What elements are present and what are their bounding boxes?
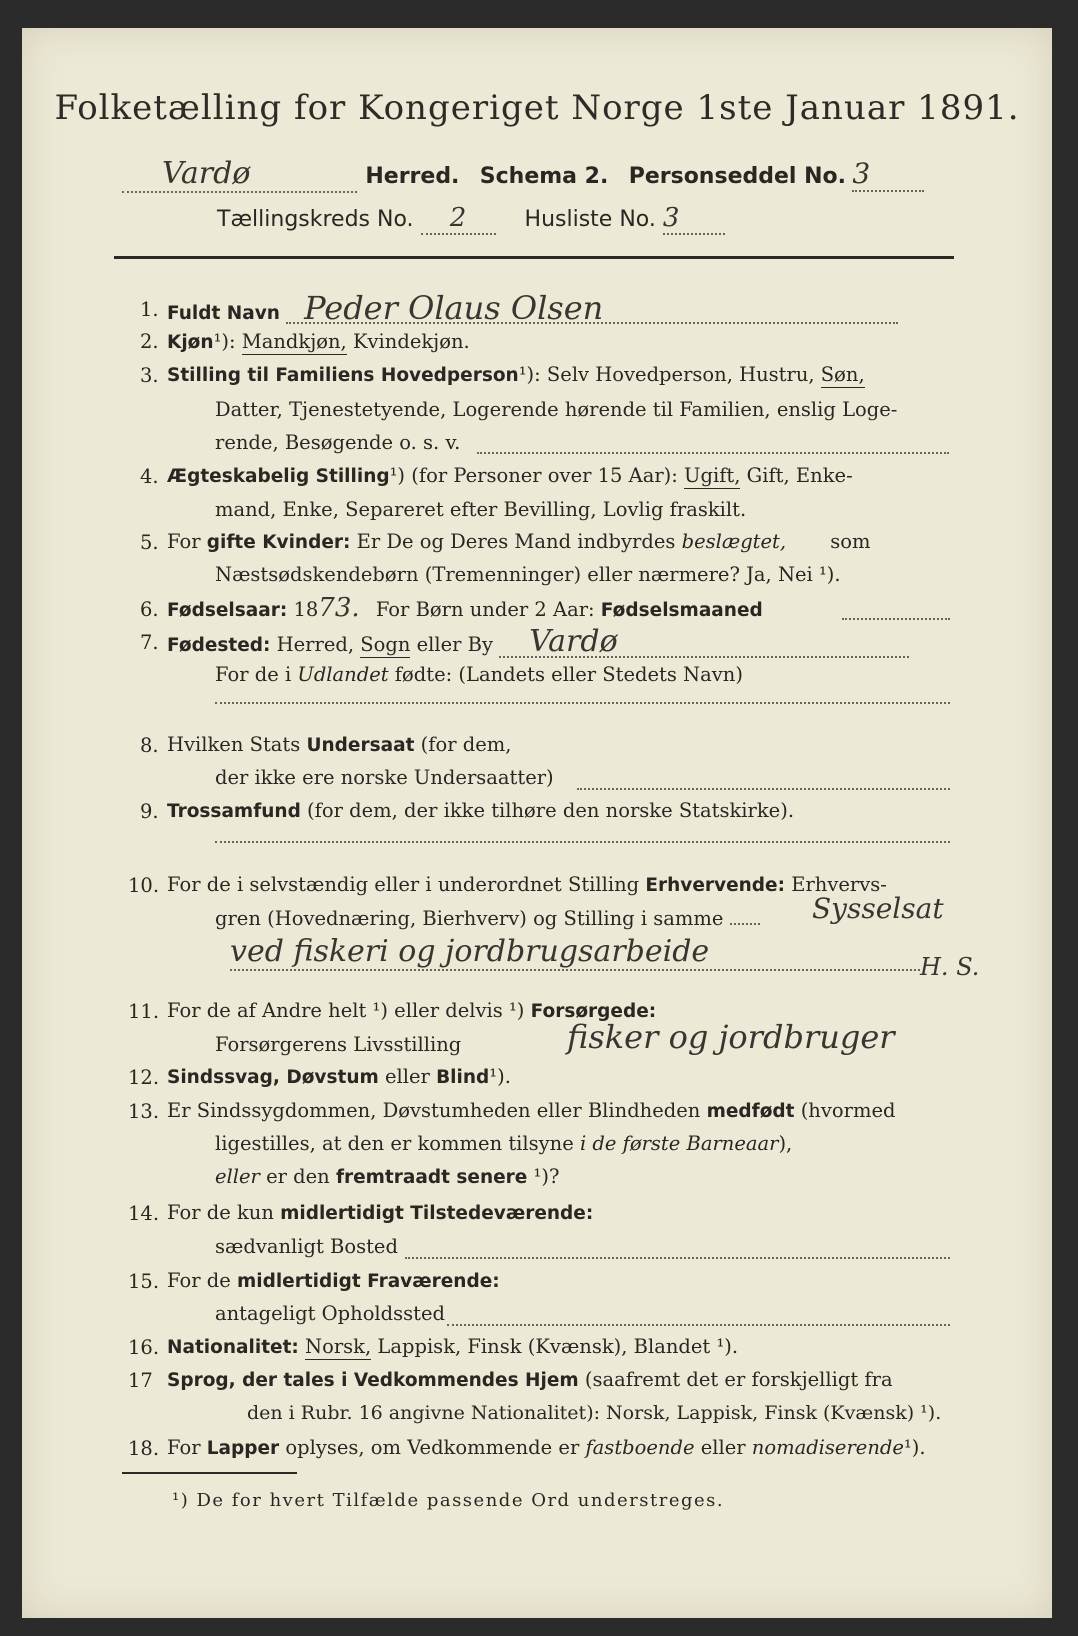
q7-text-b: eller By [416,633,494,656]
q7-option-sogn: Sogn [360,633,411,656]
item-number: 8. [140,734,159,757]
item-number: 12. [128,1066,160,1089]
q5-label: gifte Kvinder: [206,532,351,553]
item-number: 4. [140,465,159,488]
q13-line-2 [215,1130,792,1158]
q15-text: For de [167,1269,231,1292]
item-number: 2. [140,330,159,353]
q16-text: Lappisk, Finsk (Kvænsk), Blandet ¹). [377,1335,739,1358]
item-7-birthplace [167,624,909,660]
q18-label: Lapper [206,1438,280,1459]
q5-italic: beslægtet, [681,530,787,553]
q10-line-2 [215,905,760,933]
q2-sup: ¹): [213,330,236,353]
item-17-language [167,1366,893,1395]
q18-for: For [167,1436,201,1459]
q13-italic-eller: eller [215,1165,260,1188]
q8-label: Undersaat [306,735,415,756]
item-number: 7. [140,631,159,654]
kreds-value: 2 [421,203,496,235]
q14-text: For de kun [167,1201,274,1224]
q1-label: Fuldt Navn [167,303,280,324]
herred-value: Vardø [122,156,357,193]
item-number: 6. [140,598,159,621]
q10-text-c: gren (Hovednæring, Bierhverv) og Stilling i samme [215,907,724,930]
q13-italic: i de første Barneaar [579,1132,779,1155]
q17-label: Sprog, der tales i Vedkommendes Hjem [167,1370,579,1391]
q6-label-month: Fødselsmaaned [600,600,763,621]
q12-label: Sindssvag, Døvstum [167,1067,379,1088]
q9-text: (for dem, der ikke tilhøre den norske Statskirke). [307,799,795,822]
item-1-name [167,289,898,328]
q12-sup: ¹). [489,1065,511,1088]
q14-line-2: sædvanligt Bosted [215,1235,398,1258]
item-18-lapps [167,1434,926,1463]
q4-line-2: mand, Enke, Separeret efter Bevilling, Lovlig fraskilt. [215,498,747,521]
q5-for: For [167,530,201,553]
q10-label: Erhvervende: [645,875,785,896]
q4-text: (for Personer over 15 Aar): [411,464,678,487]
q13-text: Er Sindssygdommen, Døvstumheden eller Blindheden [167,1099,701,1122]
kreds-label: Tællingskreds No. [217,207,414,232]
q3-text-c: rende, Besøgende o. s. v. [215,431,461,454]
q11-text: For de af Andre helt ¹) eller delvis ¹) [167,999,525,1022]
q1-value: Peder Olaus Olsen [286,294,898,324]
q10-text-b: Erhvervs- [791,873,887,896]
q4-text-b: Gift, Enke- [746,464,853,487]
personseddel-value: 3 [852,157,924,192]
footnote: ¹) De for hvert Tilfælde passende Ord understreges. [172,1490,725,1511]
q18-italic: fastboende [585,1436,695,1459]
item-number: 9. [140,800,159,823]
q13-label: medfødt [706,1101,795,1122]
item-16-nationality [167,1333,738,1362]
q7-text-d: fødte: (Landets eller Stedets Navn) [394,663,743,686]
herred-label: Herred. [365,164,460,189]
item-15-temporary-absent [167,1267,500,1296]
q7-dotted-line [215,702,950,704]
q7-text: Herred, [276,633,355,656]
q3-dotted-line [477,452,949,454]
item-number: 13. [128,1100,160,1123]
item-number: 17 [128,1369,153,1392]
q10-value-c: H. S. [920,953,980,981]
item-number: 3. [140,364,159,387]
q12-label-blind: Blind [436,1067,490,1088]
item-4-marital [167,462,853,491]
q8-dotted-line [577,788,950,790]
q13-text-e: er den [266,1165,330,1188]
q13-text-c: ligestilles, at den er kommen tilsyne [215,1132,574,1155]
q3-label: Stilling til Familiens Hovedperson [167,365,519,386]
q4-option-ugift: Ugift, [684,464,741,487]
q18-italic-2: nomadiserende [751,1436,904,1459]
item-number: 1. [140,298,159,321]
q7-text-c: For de i [215,663,292,686]
q7-italic: Udlandet [297,663,389,686]
q3-text: Selv Hovedperson, Hustru, [546,363,815,386]
item-number: 15. [128,1270,160,1293]
q14-label: midlertidigt Tilstedeværende: [280,1203,594,1224]
q15-dotted-line [447,1324,950,1326]
q10-value-b: ved fiskeri og jordbrugsarbeide [230,934,920,971]
q3-line-2: Datter, Tjenestetyende, Logerende hørende til Familien, enslig Loge- [215,398,898,421]
q7-label: Fødested: [167,635,271,656]
item-13-congenital [167,1097,895,1126]
husliste-label: Husliste No. [524,207,656,232]
item-3-relation [167,361,865,390]
q6-value: 73. [318,593,360,623]
item-12-disability [167,1063,511,1092]
q16-label: Nationalitet: [167,1337,299,1358]
item-number: 5. [140,531,159,554]
q3-line-3 [215,429,460,457]
q7-value: Vardø [499,628,909,658]
q13-label-later: fremtraadt senere [335,1167,528,1188]
husliste-value: 3 [663,203,725,235]
q8-text-b: (for dem, [420,733,512,756]
q17-line-2: den i Rubr. 16 angivne Nationalitet): Norsk, Lappisk, Finsk (Kvænsk) ¹). [247,1402,942,1424]
item-6-birth-year [167,594,763,625]
q16-option-norsk: Norsk, [305,1335,372,1358]
q17-text: (saafremt det er forskjelligt fra [584,1368,893,1391]
item-10-occupation [167,871,887,900]
q6-dotted-line [842,618,950,620]
item-5-married-women [167,528,871,557]
q10-value-a: Sysselsat [812,892,944,925]
q10-dots [730,923,760,925]
item-number: 11. [128,1000,160,1023]
q5-text-b: som [830,530,871,553]
q4-label: Ægteskabelig Stilling [167,466,390,487]
item-14-temporary-present [167,1199,593,1228]
q8-text: Hvilken Stats [167,733,301,756]
item-8-citizenship [167,731,511,760]
q15-label: midlertidigt Fraværende: [236,1271,500,1292]
q6-label: Fødselsaar: [167,600,288,621]
q3-sup: ¹): [518,363,541,386]
census-form-sheet [22,28,1052,1618]
q11-text-b: Forsørgerens Livsstilling [215,1033,462,1056]
q2-label: Kjøn [167,332,214,353]
q5-text: Er De og Deres Mand indbyrdes [356,530,676,553]
q11-label: Forsørgede: [530,1001,657,1022]
header-rule [114,256,954,259]
q18-text: oplyses, om Vedkommende er [285,1436,580,1459]
footnote-rule [122,1472,297,1474]
kreds-row [217,203,725,235]
personseddel-label: Personseddel No. [628,164,846,189]
form-title: Folketælling for Kongeriget Norge 1ste Januar 1891. [54,88,1020,128]
q4-sup: ¹) [389,464,406,487]
q9-dotted-line [215,841,950,843]
q13-line-3 [215,1163,559,1192]
q11-value: fisker og jordbruger [567,1018,895,1056]
q14-dotted-line [405,1257,950,1259]
q13-text-d: ), [778,1132,793,1155]
herred-row [122,156,924,193]
q11-line-2 [215,1031,461,1059]
q6-prefix: 18 [293,598,319,621]
item-number: 18. [128,1437,160,1460]
q12-text: eller [385,1065,430,1088]
q18-sup: ¹). [903,1436,926,1459]
item-number: 16. [128,1336,160,1359]
q8-line-2: der ikke ere norske Undersaatter) [215,766,554,789]
q15-line-2: antageligt Opholdssted [215,1302,446,1325]
item-2-sex [167,328,470,357]
q13-sup: ¹)? [533,1165,560,1188]
item-number: 10. [128,874,160,897]
q13-text-b: (hvormed [800,1099,896,1122]
q10-text: For de i selvstændig eller i underordnet Stilling [167,873,640,896]
q9-label: Trossamfund [167,801,301,822]
item-number: 14. [128,1202,160,1225]
q5-line-2: Næstsødskendebørn (Tremenninger) eller nærmere? Ja, Nei ¹). [215,563,841,586]
schema-label: Schema 2. [479,164,609,189]
q18-text-b: eller [700,1436,746,1459]
q2-option-male: Mandkjøn, [241,330,347,353]
q7-line-2 [215,661,743,689]
q6-text: For Børn under 2 Aar: [375,598,595,621]
q3-option-son: Søn, [820,363,865,386]
q2-option-female: Kvindekjøn. [352,330,470,353]
item-9-religion [167,797,794,826]
